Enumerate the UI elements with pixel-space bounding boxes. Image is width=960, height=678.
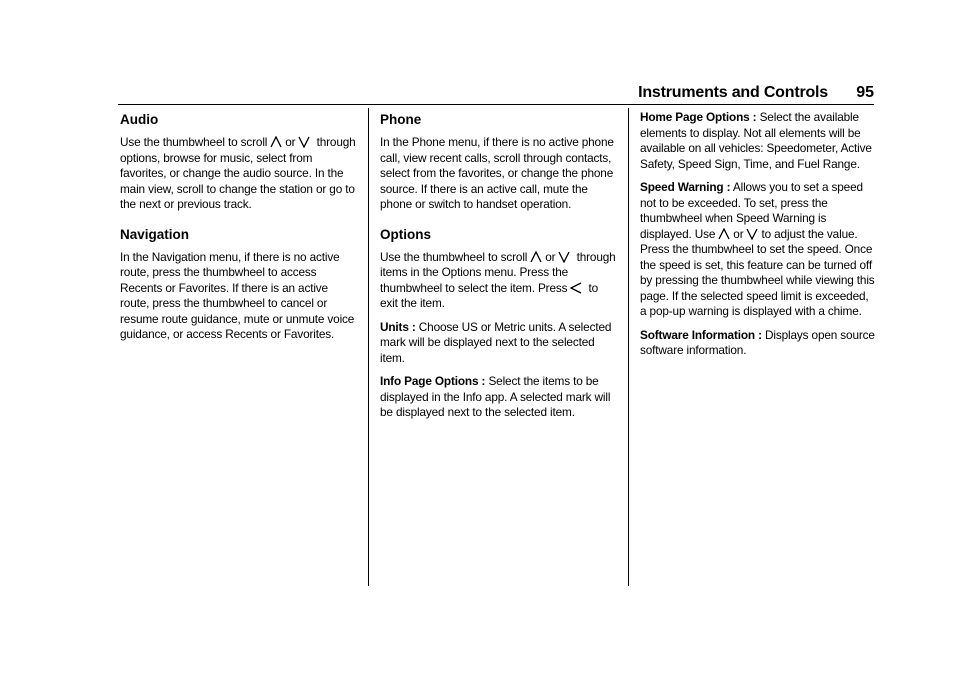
speed-warning-text: Allows you to set a speed not to be exceeded. To set, press the thumbwheel when Speed Warning is displayed. Use bbox=[640, 180, 863, 241]
info-page-paragraph bbox=[380, 374, 616, 421]
page-number: 95 bbox=[856, 84, 874, 101]
software-info-text: Displays open source software information. bbox=[640, 327, 875, 357]
units-paragraph bbox=[380, 320, 616, 367]
units-term: Units : bbox=[380, 319, 416, 334]
speed-warning-text: to adjust the value. Press the thumbwheel to set the speed. Once the speed is set, this feature can be turned off by pressing the thumbwheel while viewing this page. If the selected speed limit is exceeded, a pop-up warning is displayed with a chime. bbox=[640, 226, 875, 318]
options-text: to exit the item. bbox=[380, 280, 599, 310]
chevron-down-icon bbox=[558, 251, 570, 263]
chevron-up-icon bbox=[530, 251, 542, 263]
home-page-term: Home Page Options : bbox=[640, 110, 757, 124]
chevron-up-icon bbox=[718, 228, 730, 240]
section-title: Instruments and Controls bbox=[638, 84, 828, 101]
chevron-left-icon bbox=[570, 282, 582, 294]
column-divider bbox=[368, 108, 369, 586]
info-page-term: Info Page Options : bbox=[380, 374, 486, 388]
column-divider bbox=[628, 108, 629, 586]
header-rule bbox=[118, 104, 874, 105]
column-2 bbox=[380, 110, 616, 429]
chevron-down-icon bbox=[746, 228, 758, 240]
home-page-text: Select the available elements to display. Not all elements will be available on all vehicles: Speedometer, Active Safety, Speed Sign, Time, and Fuel Range. bbox=[640, 110, 872, 171]
options-or: or bbox=[545, 249, 556, 264]
phone-paragraph: In the Phone menu, if there is no active phone call, view recent calls, scroll through contacts, select from the favorites, or change the phone source. If there is an active call, mute the phone or switch to handset operation. bbox=[380, 135, 614, 211]
column-3 bbox=[640, 110, 876, 367]
chevron-down-icon bbox=[298, 136, 310, 148]
chevron-up-icon bbox=[270, 136, 282, 148]
audio-or: or bbox=[285, 135, 296, 149]
speed-warning-term: Speed Warning : bbox=[640, 180, 731, 194]
software-info-term: Software Information : bbox=[640, 327, 762, 342]
options-text: Use the thumbwheel to scroll bbox=[380, 249, 528, 264]
software-info-paragraph bbox=[640, 328, 876, 359]
info-page-text: Select the items to be displayed in the Info app. A selected mark will be displayed next to the selected item. bbox=[380, 374, 611, 419]
units-text: Choose US or Metric units. A selected mark will be displayed next to the selected item. bbox=[380, 319, 612, 365]
audio-text: Use the thumbwheel to scroll bbox=[120, 135, 268, 149]
options-text: through items in the Options menu. Press the thumbwheel to select the item. Press bbox=[380, 249, 616, 295]
options-paragraph bbox=[380, 250, 616, 312]
options-heading: Options bbox=[380, 226, 431, 242]
home-page-paragraph bbox=[640, 110, 876, 172]
speed-warning-or: or bbox=[733, 226, 744, 241]
phone-heading: Phone bbox=[380, 112, 422, 127]
audio-heading: Audio bbox=[120, 112, 159, 127]
audio-paragraph bbox=[120, 135, 356, 213]
speed-warning-paragraph bbox=[640, 180, 876, 320]
audio-text: through options, browse for music, select from favorites, or change the audio source. In the main view, scroll to change the station or go to the next or previous track. bbox=[120, 135, 356, 211]
navigation-paragraph: In the Navigation menu, if there is no active route, press the thumbwheel to access Recents or Favorites. If there is an active route, press the thumbwheel to cancel or resume route guidance, mute or unmute voice guidance, or access Recents or Favorites. bbox=[120, 249, 355, 341]
column-1 bbox=[120, 110, 356, 351]
page-header bbox=[0, 84, 960, 106]
navigation-heading: Navigation bbox=[120, 226, 190, 242]
